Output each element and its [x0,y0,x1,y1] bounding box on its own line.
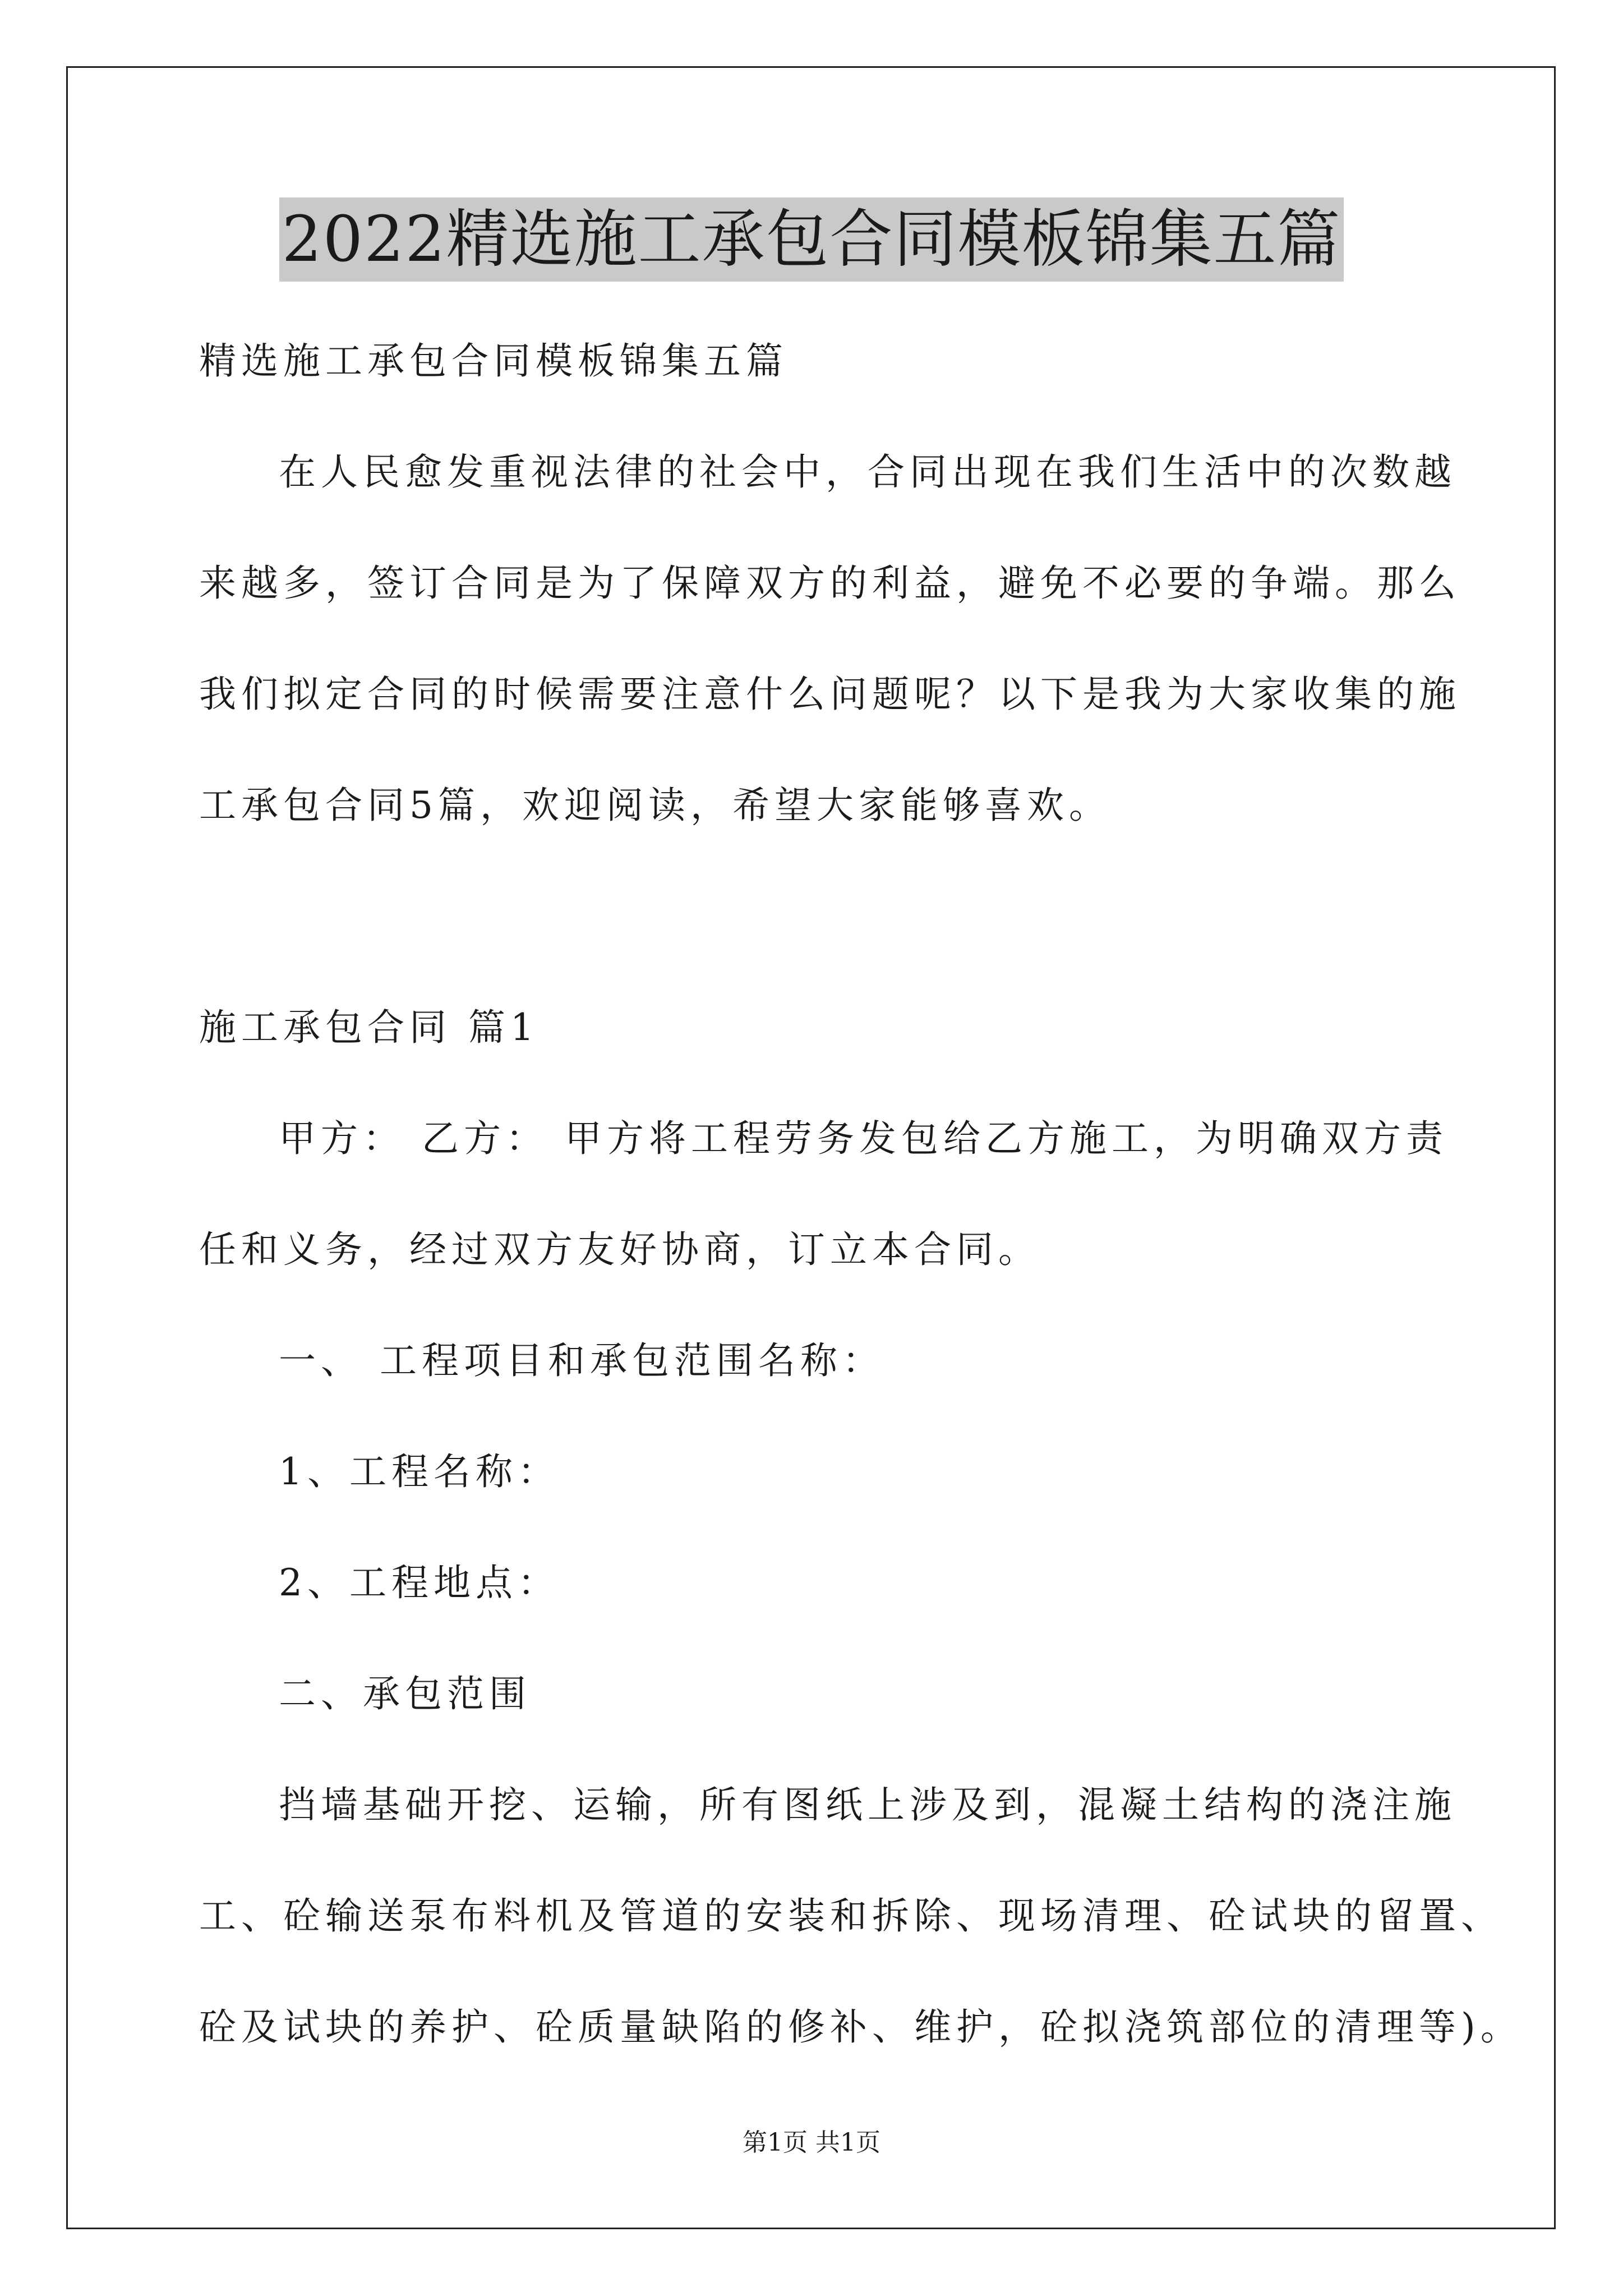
item-2-heading: 二、承包范围 [279,1672,531,1715]
item-1-2: 2、工程地点： [279,1561,560,1604]
document-body [199,306,1523,2083]
intro-line-3: 我们拟定合同的时候需要注意什么问题呢？以下是我为大家收集的施 [199,673,1461,716]
intro-line-1: 在人民愈发重视法律的社会中，合同出现在我们生活中的次数越 [279,450,1456,494]
item-1-1: 1、工程名称： [279,1450,560,1493]
intro-line-4: 工承包合同5篇，欢迎阅读，希望大家能够喜欢。 [199,784,1111,827]
page-footer [0,2126,1623,2160]
intro-line-2: 来越多，签订合同是为了保障双方的利益，避免不必要的争端。那么 [199,562,1461,605]
section-heading: 施工承包合同 篇1 [199,1006,539,1049]
document-subtitle: 精选施工承包合同模板锦集五篇 [199,339,788,383]
parties-line-1: 甲方： 乙方： 甲方将工程劳务发包给乙方施工，为明确双方责 [279,1117,1448,1160]
page-number: 第1页 共1页 [743,2128,880,2157]
scope-line-3: 砼及试块的养护、砼质量缺陷的修补、维护，砼拟浇筑部位的清理等)。 [199,2005,1523,2049]
scope-line-1: 挡墙基础开挖、运输，所有图纸上涉及到，混凝土结构的浇注施 [279,1783,1456,1826]
document-title: 2022精选施工承包合同模板锦集五篇 [279,197,1343,282]
item-1-heading: 一、 工程项目和承包范围名称： [279,1339,884,1382]
title-container [0,197,1623,282]
scope-line-2: 工、砼输送泵布料机及管道的安装和拆除、现场清理、砼试块的留置、 [199,1894,1503,1938]
parties-line-2: 任和义务，经过双方友好协商，订立本合同。 [199,1228,1040,1271]
blank-line [199,861,1444,972]
